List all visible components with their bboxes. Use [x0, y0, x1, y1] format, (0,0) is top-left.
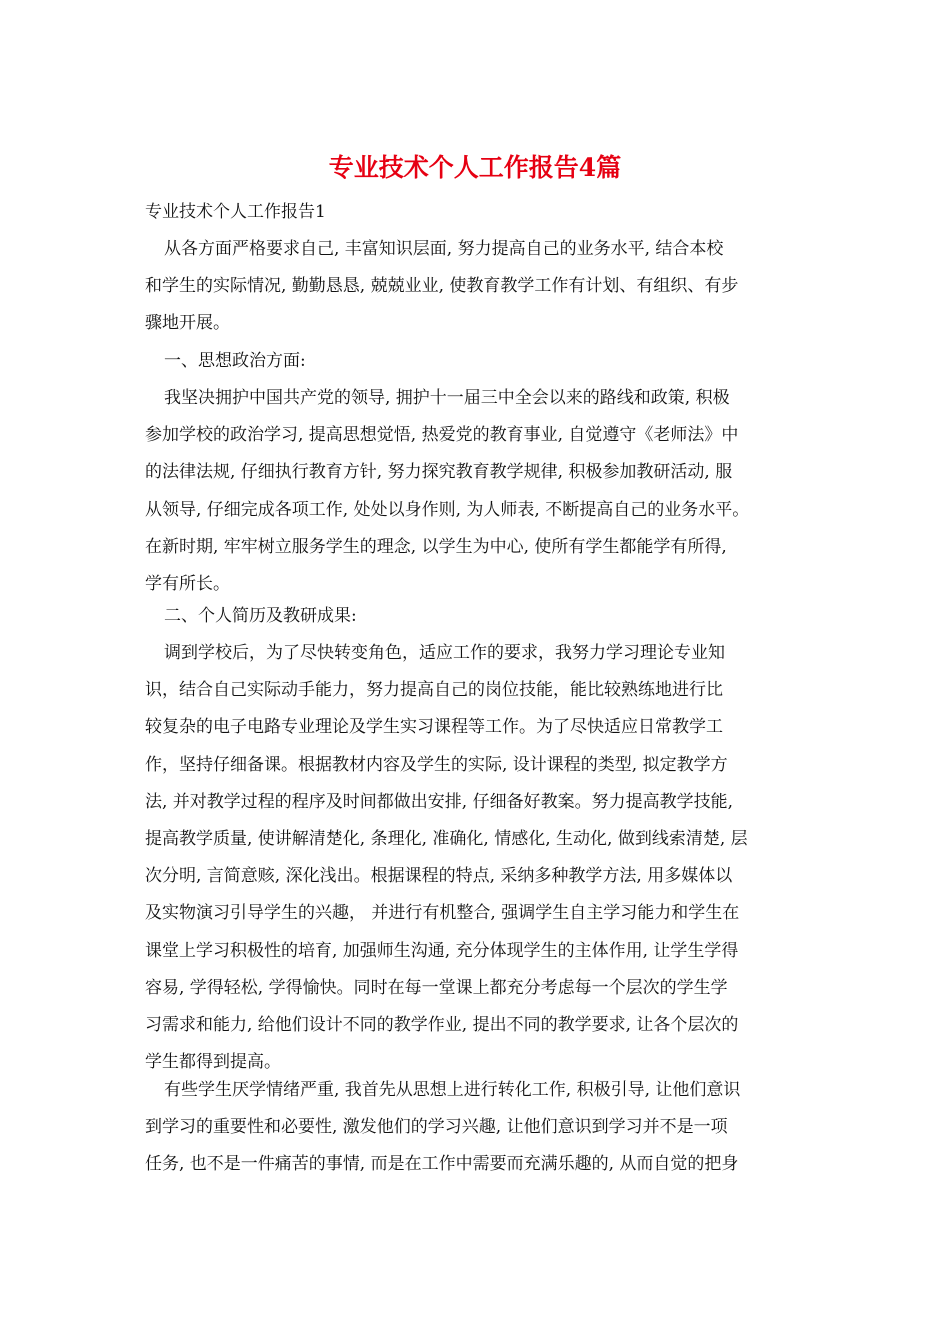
text-line: 有些学生厌学情绪严重, 我首先从思想上进行转化工作, 积极引导, 让他们意识: [164, 1080, 741, 1100]
text-line: 的法律法规, 仔细执行教育方针, 努力探究教育教学规律, 积极参加教研活动, 服: [145, 462, 733, 483]
section-heading-politics: [145, 343, 815, 380]
text-line: 从领导, 仔细完成各项工作, 处处以身作则, 为人师表, 不断提高自己的业务水平。: [145, 499, 750, 520]
text-line: 从各方面严格要求自己, 丰富知识层面, 努力提高自己的业务水平, 结合本校: [164, 239, 724, 259]
text-line: 法, 并对教学过程的程序及时间都做出安排, 仔细备好教案。努力提高教学技能,: [145, 791, 734, 812]
text-line: 提高教学质量, 使讲解清楚化, 条理化, 准确化, 情感化, 生动化, 做到线索清楚, 层: [145, 828, 748, 849]
text-line: 到学习的重要性和必要性, 激发他们的学习兴趣, 让他们意识到学习并不是一项: [145, 1117, 728, 1138]
text-line: 及实物演习引导学生的兴趣， 并进行有机整合, 强调学生自主学习能力和学生在: [145, 903, 740, 924]
document-title: 专业技术个人工作报告4篇: [328, 153, 622, 182]
section-heading: 二、个人简历及教研成果:: [164, 606, 357, 626]
text-line: 在新时期, 牢牢树立服务学生的理念, 以学生为中心, 使所有学生都能学有所得,: [145, 536, 727, 557]
text-line: 调到学校后，为了尽快转变角色，适应工作的要求，我努力学习理论专业知: [164, 643, 725, 663]
paragraph-intro: [145, 231, 815, 343]
section-heading: 一、思想政治方面:: [164, 351, 306, 371]
text-line: 学有所长。: [145, 573, 230, 594]
paragraph-resume: [145, 635, 815, 1081]
text-line: 课堂上学习积极性的培育, 加强师生沟通, 充分体现学生的主体作用, 让学生学得: [145, 940, 739, 961]
text-line: 习需求和能力, 给他们设计不同的教学作业, 提出不同的教学要求, 让各个层次的: [145, 1014, 739, 1035]
text-line: 识，结合自己实际动手能力，努力提高自己的岗位技能，能比较熟练地进行比: [145, 680, 723, 701]
text-line: 容易, 学得轻松, 学得愉快。同时在每一堂课上都充分考虑每一个层次的学生学: [145, 977, 728, 998]
text-line: 任务, 也不是一件痛苦的事情, 而是在工作中需要而充满乐趣的, 从而自觉的把身: [145, 1154, 739, 1175]
section-heading-resume: [145, 598, 815, 635]
text-line: 作，坚持仔细备课。根据教材内容及学生的实际, 设计课程的类型, 拟定教学方: [145, 754, 728, 775]
paragraph-students: [145, 1072, 815, 1184]
document-subtitle: 专业技术个人工作报告1: [145, 202, 326, 222]
text-line: 较复杂的电子电路专业理论及学生实习课程等工作。为了尽快适应日常教学工: [145, 717, 723, 738]
text-line: 次分明, 言简意赅, 深化浅出。根据课程的特点, 采纳多种教学方法, 用多媒体以: [145, 866, 733, 887]
text-line: 学生都得到提高。: [145, 1052, 281, 1073]
text-line: 和学生的实际情况, 勤勤恳恳, 兢兢业业, 使教育教学工作有计划、有组织、有步: [145, 276, 739, 297]
text-line: 参加学校的政治学习, 提高思想觉悟, 热爱党的教育事业, 自觉遵守《老师法》中: [145, 425, 739, 446]
paragraph-politics: [145, 380, 815, 603]
text-line: 骤地开展。: [145, 313, 230, 334]
text-line: 我坚决拥护中国共产党的领导, 拥护十一届三中全会以来的路线和政策, 积极: [164, 388, 730, 408]
